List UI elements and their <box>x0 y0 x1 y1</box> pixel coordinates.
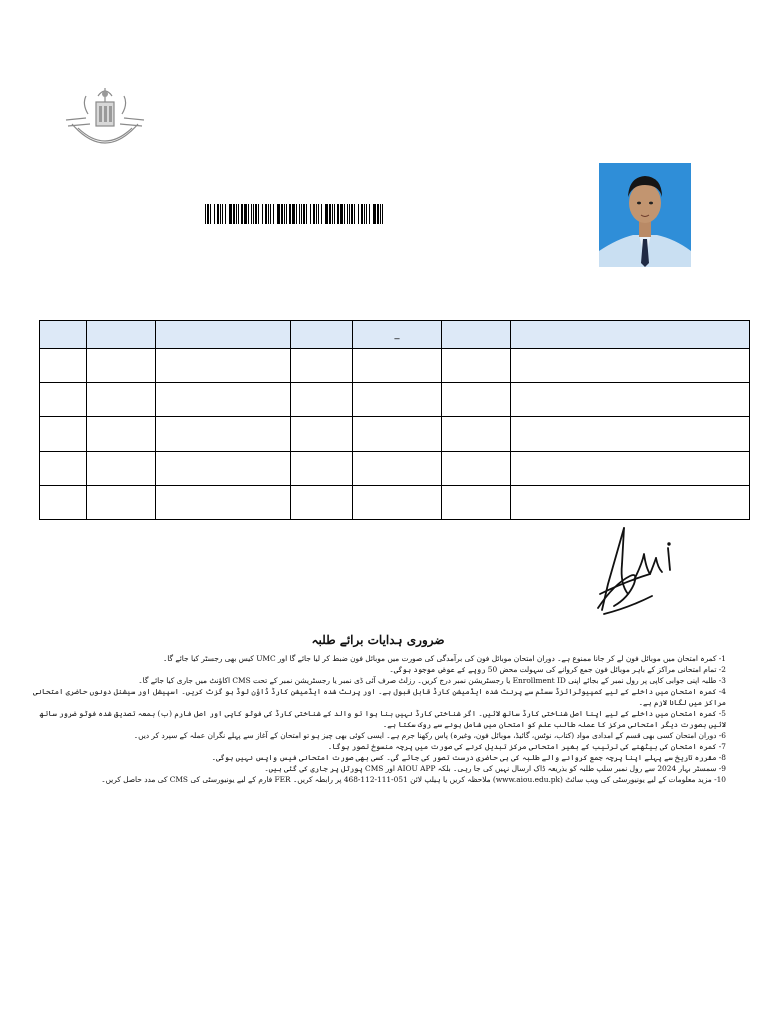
table-cell <box>291 485 353 519</box>
exam-schedule-table <box>39 320 750 520</box>
table-cell <box>511 451 750 485</box>
instruction-item: 7- کمرہ امتحان کی بیٹھنے کی ترتیب کے بغیر امتحانی مرکز تبدیل کرنے کی صورت میں پرچہ منسوخ تصور ہوگا۔ <box>327 742 726 751</box>
header-cell <box>511 321 750 349</box>
table-cell <box>353 451 442 485</box>
student-photo <box>599 163 691 267</box>
table-cell <box>511 383 750 417</box>
table-row <box>40 485 750 519</box>
barcode <box>205 204 385 224</box>
table-cell <box>87 417 156 451</box>
table-cell <box>87 383 156 417</box>
table-cell <box>40 349 87 383</box>
table-cell <box>156 451 291 485</box>
table-cell <box>442 417 511 451</box>
instruction-item: 3- طلبہ اپنی جوابی کاپی پر رول نمبر کے بجائے اپنی Enrollment ID یا رجسٹریشن نمبر درج کریں۔ رزلٹ صرف آئی ڈی نمبر یا رجسٹریشن نمبر کے تحت CMS اکاؤنٹ میں جاری کیا جائے گا۔ <box>138 676 726 685</box>
header-cell <box>40 321 87 349</box>
table-cell <box>353 349 442 383</box>
table-cell <box>87 451 156 485</box>
header-cell <box>291 321 353 349</box>
table-cell <box>40 451 87 485</box>
header-cell: _ <box>353 321 442 349</box>
table-cell <box>156 485 291 519</box>
table-cell <box>291 383 353 417</box>
table-cell <box>353 417 442 451</box>
table-cell <box>442 349 511 383</box>
table-cell <box>291 451 353 485</box>
table-cell <box>442 451 511 485</box>
table-cell <box>442 485 511 519</box>
instructions-heading: ضروری ہدایات برائے طلبہ <box>311 633 445 647</box>
table-cell <box>87 349 156 383</box>
table-row <box>40 417 750 451</box>
instruction-item: 2- تمام امتحانی مراکز کے باہر موبائل فون جمع کروانے کی سہولت محض 50 روپے کے عوض موجود ہوگی۔ <box>389 665 726 674</box>
instruction-item: 6- دوران امتحان کسی بھی قسم کے امدادی مواد (کتاب، نوٹس، گائیڈ، موبائل فون، وغیرہ) پاس رکھنا جرم ہے۔ ایسی کوئی بھی چیز ہو تو امتحان کے آغاز سے پہلے نگران عملہ کے سپرد کر دیں۔ <box>133 731 726 740</box>
table-cell <box>156 417 291 451</box>
header-cell <box>442 321 511 349</box>
table-cell <box>40 417 87 451</box>
header-cell <box>87 321 156 349</box>
header-cell <box>156 321 291 349</box>
table-cell <box>291 417 353 451</box>
table-cell <box>511 485 750 519</box>
table-cell <box>353 383 442 417</box>
signature <box>594 524 676 616</box>
table-row <box>40 383 750 417</box>
table-cell <box>40 383 87 417</box>
table-cell <box>511 417 750 451</box>
instruction-item: 8- مقررہ تاریخ سے پہلے اپنا پرچہ جمع کروانے والے طلبہ کی ہی حاضری درست تصور کی جائے گی۔ کسی بھی صورت امتحانی فیس واپس نہیں ہوگی۔ <box>211 753 726 762</box>
table-cell <box>353 485 442 519</box>
table-cell <box>511 349 750 383</box>
instruction-item: 10- مزید معلومات کے لیے یونیورسٹی کی ویب سائٹ (www.aiou.edu.pk) ملاحظہ کریں یا ہیلپ لائن 051-111-112-468 پر رابطہ کریں۔ FER فارم کے لیے یونیورسٹی کی CMS کی مدد حاصل کریں۔ <box>101 775 726 784</box>
table-cell <box>40 485 87 519</box>
table-header-row <box>40 321 750 349</box>
table-cell <box>156 383 291 417</box>
table-cell <box>442 383 511 417</box>
instruction-item: 5- کمرہ امتحان میں داخلے کے لیے اپنا اصل شناختی کارڈ ساتھ لائیں۔ اگر شناختی کارڈ نہیں بنا ہوا تو والد کے شناختی کارڈ کی فوٹو کاپی اور اصل فارم (ب) بمعہ تصدیق شدہ فوٹو ضرور ساتھ لائیں بصورت دیگر امتحانی مرکز کا عملہ طالب علم کو امتحان میں شامل ہونے سے روک سکتا ہے۔ <box>39 709 726 729</box>
table-row <box>40 451 750 485</box>
instructions-list <box>30 653 726 785</box>
instructions-section <box>30 633 726 785</box>
table-cell <box>156 349 291 383</box>
table-row <box>40 349 750 383</box>
university-logo <box>62 84 148 154</box>
instruction-item: 1- کمرہ امتحان میں موبائل فون لے کر جانا ممنوع ہے۔ دوران امتحان موبائل فون کی برآمدگی کی صورت میں موبائل فون ضبط کر لیا جائے گا اور UMC کیس بھی رجسٹر کیا جائے گا۔ <box>162 654 726 663</box>
instruction-item: 9- سمسٹر بہار 2024 سے رول نمبر سلپ طلبہ کو بذریعہ ڈاک ارسال نہیں کی جا رہی۔ بلکہ AIOU APP اور CMS پورٹل پر جاری کی گئی ہیں۔ <box>264 764 726 773</box>
table-cell <box>87 485 156 519</box>
table-cell <box>291 349 353 383</box>
instruction-item: 4- کمرہ امتحان میں داخلے کے لیے کمپیوٹرائزڈ سسٹم سے پرنٹ شدہ ایڈمیشن کارڈ قابل قبول ہے۔ اور پرنٹ شدہ ایڈمیشن کارڈ ڈاؤن لوڈ ہو گزٹ کریں۔ اسپیشل اور سیشنل دونوں حاضری امتحانی مراکز میں لگانا لازم ہے۔ <box>33 687 726 707</box>
